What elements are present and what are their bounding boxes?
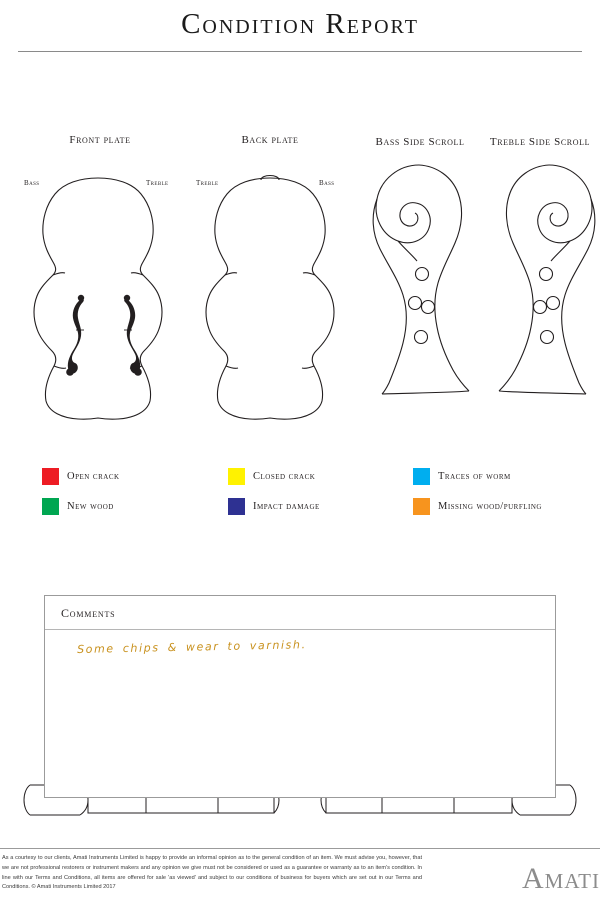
comments-text[interactable]: Some chips & wear to varnish. (77, 638, 307, 656)
label-front-plate: Front plate (69, 134, 131, 146)
legend-label-impact-damage: Impact damage (253, 501, 320, 512)
legend-item-impact-damage (228, 498, 320, 515)
comments-box[interactable] (44, 595, 556, 798)
ribs-area (0, 372, 600, 442)
legend-item-missing-wood (413, 498, 542, 515)
footer (0, 854, 600, 898)
comments-divider (45, 629, 555, 630)
comments-heading: Comments (61, 606, 116, 620)
swatch-new-wood-icon (42, 498, 59, 515)
footer-divider (0, 848, 600, 849)
bass-side-scroll-outline[interactable] (365, 157, 480, 397)
legend-label-closed-crack: Closed crack (253, 471, 316, 482)
legend (0, 464, 600, 534)
legend-item-closed-crack (228, 468, 315, 485)
swatch-open-crack-icon (42, 468, 59, 485)
swatch-missing-wood-icon (413, 498, 430, 515)
legend-label-traces-of-worm: Traces of worm (438, 471, 511, 482)
legend-label-new-wood: New wood (67, 501, 114, 512)
swatch-traces-of-worm-icon (413, 468, 430, 485)
legend-item-traces-of-worm (413, 468, 511, 485)
legend-label-missing-wood: Missing wood/purfling (438, 501, 542, 512)
swatch-closed-crack-icon (228, 468, 245, 485)
marker-back-bass: Bass (319, 179, 335, 187)
treble-side-scroll-outline[interactable] (488, 157, 600, 397)
label-treble-side-scroll: Treble Side Scroll (489, 136, 591, 148)
marker-back-treble: Treble (196, 179, 219, 187)
footer-disclaimer: As a courtesy to our clients, Amati Instruments Limited is happy to provide an informal opinion as to the general condition of an item. We must advise you, however, that we are not professional restorers or instrument makers and any opinion we give must not be considered or used as a guarantee or warranty as to an item's condition. In line with our Terms and Conditions, all items are offered for sale 'as viewed' and subject to our conditions of business for buyers which are set out in our Terms and Conditions. © Amati Instruments Limited 2017 (2, 855, 422, 891)
label-bass-side-scroll: Bass Side Scroll (375, 136, 465, 148)
legend-label-open-crack: Open crack (67, 471, 120, 482)
brand-logo: Amati (522, 862, 600, 895)
marker-front-treble: Treble (146, 179, 169, 187)
swatch-impact-damage-icon (228, 498, 245, 515)
legend-item-new-wood (42, 498, 114, 515)
label-back-plate: Back plate (241, 134, 299, 146)
marker-front-bass: Bass (24, 179, 40, 187)
diagram-area (0, 52, 600, 372)
legend-item-open-crack (42, 468, 120, 485)
page-title: Condition Report (181, 8, 419, 40)
